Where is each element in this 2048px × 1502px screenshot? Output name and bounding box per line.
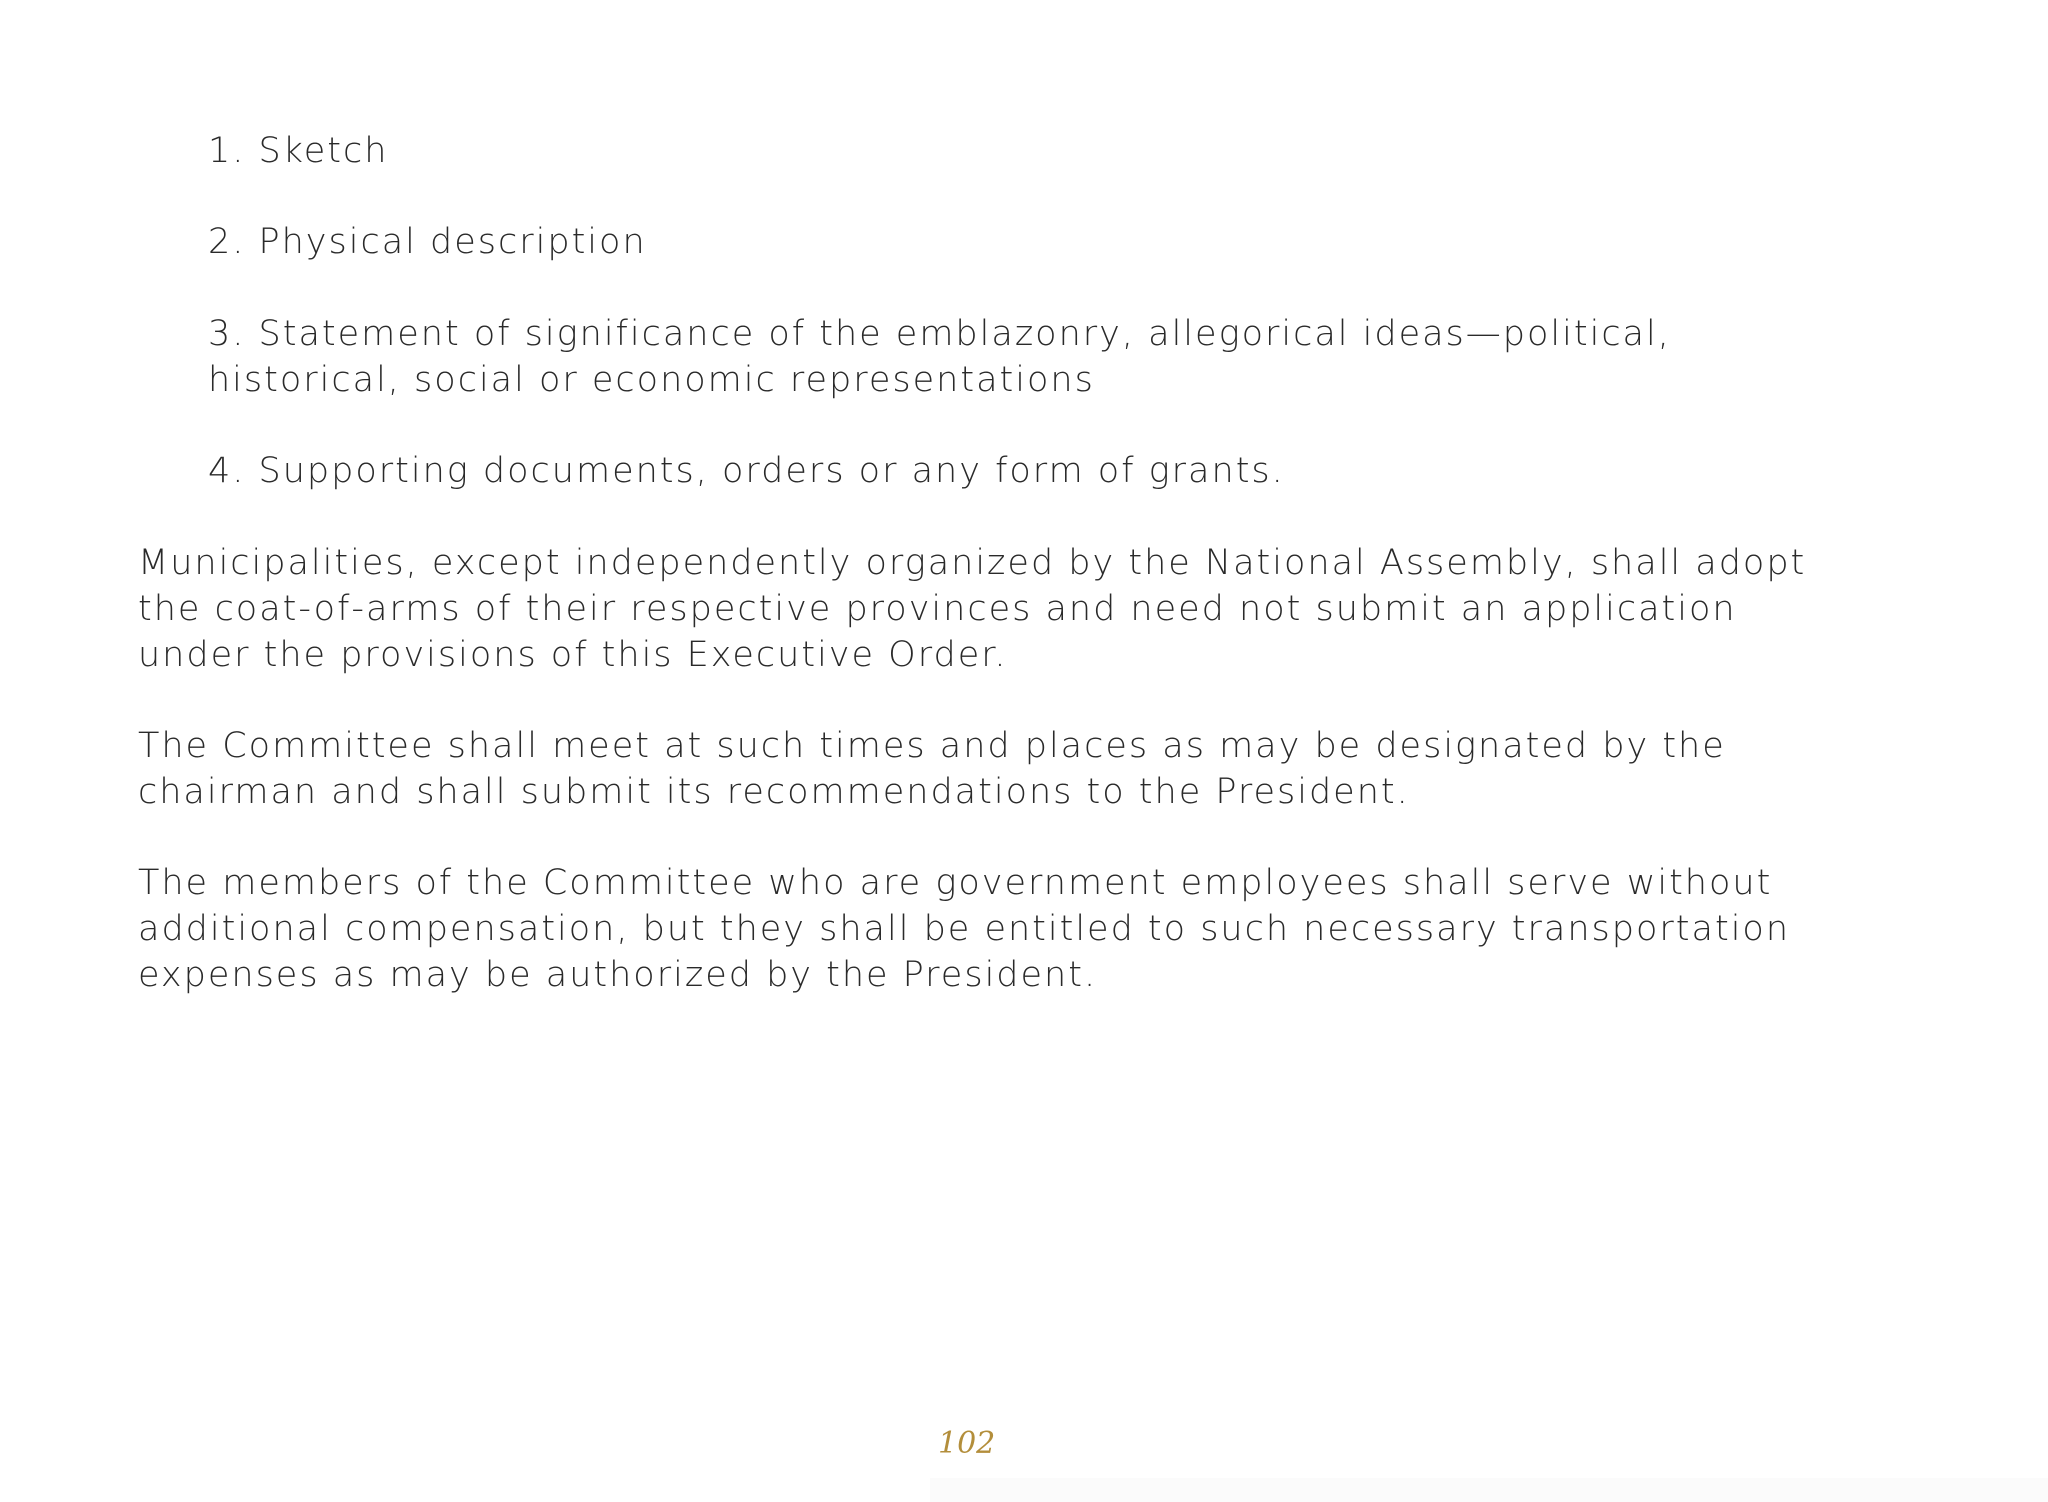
paragraph-line: the coat-of-arms of their respective provinces and need not submit an application (138, 589, 1737, 629)
list-item-line: 2. Physical description (208, 222, 647, 262)
bottom-edge-tint (930, 1478, 2048, 1502)
paragraph-line: additional compensation, but they shall be entitled to such necessary transportation (138, 909, 1791, 949)
list-item-line: 3. Statement of significance of the emblazonry, allegorical ideas—political, (208, 314, 1671, 354)
paragraph-line: The Committee shall meet at such times and places as may be designated by the (138, 726, 1726, 766)
paragraph-line: chairman and shall submit its recommendations to the President. (138, 772, 1410, 812)
paragraph-line: Municipalities, except independently organized by the National Assembly, shall adopt (138, 543, 1807, 583)
list-item-line: 4. Supporting documents, orders or any form of grants. (208, 451, 1285, 491)
paragraph-line: under the provisions of this Executive Order. (138, 635, 1008, 675)
list-item-line: historical, social or economic representations (208, 360, 1095, 400)
list-item-physical-description (208, 219, 1808, 265)
list-item-supporting-documents (208, 448, 1808, 494)
page-number: 102 (938, 1426, 996, 1461)
list-item-line: 1. Sketch (208, 131, 389, 171)
paragraph-municipalities (138, 540, 1838, 678)
paragraph-committee-meetings (138, 723, 1838, 815)
paragraph-committee-compensation (138, 860, 1838, 998)
list-item-sketch (208, 128, 1808, 174)
paragraph-line: expenses as may be authorized by the President. (138, 955, 1098, 995)
paragraph-line: The members of the Committee who are government employees shall serve without (138, 863, 1773, 903)
list-item-statement-of-significance (208, 311, 1808, 403)
